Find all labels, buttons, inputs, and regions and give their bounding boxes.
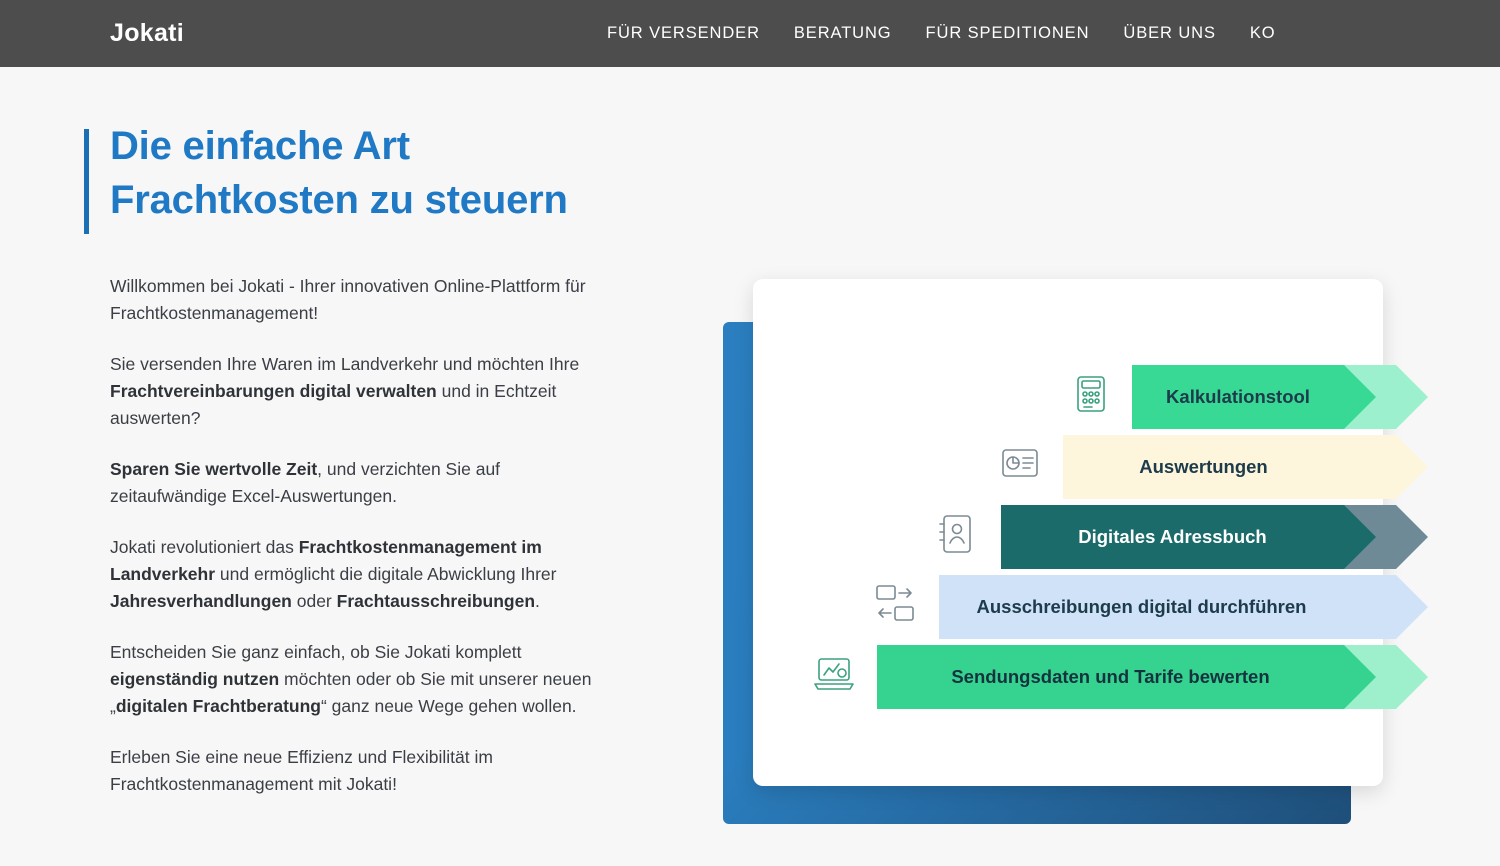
hero-paragraph [110,534,604,615]
main-navigation [590,22,1293,44]
emphasis-text: Sparen Sie wertvolle Zeit [110,459,318,479]
paragraph-text: . [535,591,540,611]
emphasis-text: Jahresverhandlungen [110,591,292,611]
hero-paragraph [110,639,604,720]
chevron-sendungsdaten-label: Sendungsdaten und Tarife bewerten [951,666,1270,687]
emphasis-text: eigenständig nutzen [110,669,280,689]
paragraph-text: Entscheiden Sie ganz einfach, ob Sie Jokati komplett [110,642,522,662]
headline-line-2: Frachtkosten zu steuern [110,178,568,222]
nav-item-ko[interactable]: KO [1249,24,1276,42]
paragraph-text: Erleben Sie eine neue Effizienz und Flexibilität im Frachtkostenmanagement mit Jokati! [110,747,493,794]
hero-body-copy [84,273,604,798]
nav-item-beratung[interactable]: BERATUNG [793,24,892,42]
chart-laptop-icon [811,651,857,697]
paragraph-text: oder [291,591,337,611]
emphasis-text: Frachtkostenmanagement im Landverkehr [110,537,542,584]
headline-accent-bar [84,129,89,234]
paragraph-text: möchten oder ob Sie mit unserer neuen „ [110,669,592,716]
chevron-auswertungen[interactable] [1063,435,1344,499]
emphasis-text: digitalen Frachtberatung [115,696,321,716]
brand-logo[interactable]: Jokati [110,19,185,47]
nav-item-fuer-versender[interactable]: FÜR VERSENDER [607,24,760,42]
hero-paragraph [110,351,604,432]
illustration-white-card [753,279,1383,786]
emphasis-text: Frachtausschreibungen [336,591,536,611]
paragraph-text: und in Echtzeit auswerten? [110,381,557,428]
emphasis-text: Frachtvereinbarungen digital verwalten [110,381,437,401]
hero-paragraph [110,456,604,510]
calculator-icon [1068,371,1114,417]
page-content [0,67,1500,866]
paragraph-text: Willkommen bei Jokati - Ihrer innovativen Online-Plattform für Frachtkostenmanagement! [110,276,586,323]
chevron-kalkulationstool-label: Kalkulationstool [1166,386,1310,407]
chevron-digitales-adressbuch[interactable] [1001,505,1344,569]
chevron-auswertungen-label: Auswertungen [1139,456,1268,477]
nav-item-ueber-uns[interactable]: ÜBER UNS [1123,24,1216,42]
chevron-sendungsdaten[interactable] [877,645,1344,709]
exchange-icon [873,581,919,627]
chevron-ausschreibungen-label: Ausschreibungen digital durchführen [976,596,1307,617]
paragraph-text: Jokati revolutioniert das [110,537,299,557]
site-header [0,0,1500,67]
address-book-icon [935,511,981,557]
illustration [723,270,1383,824]
chevron-ausschreibungen[interactable] [939,575,1344,639]
nav-item-fuer-speditionen[interactable]: FÜR SPEDITIONEN [925,24,1090,42]
headline-line-1: Die einfache Art [110,124,410,168]
hero-paragraph [110,273,604,327]
paragraph-text: “ ganz neue Wege gehen wollen. [320,696,577,716]
hero-text-column [84,119,624,798]
report-icon [997,441,1043,487]
paragraph-text: , und verzichten Sie auf zeitaufwändige Excel-Auswertungen. [110,459,501,506]
paragraph-text: Sie versenden Ihre Waren im Landverkehr und möchten Ihre [110,354,580,374]
page-title [84,119,624,227]
chevron-digitales-adressbuch-label: Digitales Adressbuch [1078,526,1267,547]
paragraph-text: und ermöglicht die digitale Abwicklung Ihrer [215,564,557,584]
chevron-kalkulationstool[interactable] [1132,365,1344,429]
hero-paragraph [110,744,604,798]
